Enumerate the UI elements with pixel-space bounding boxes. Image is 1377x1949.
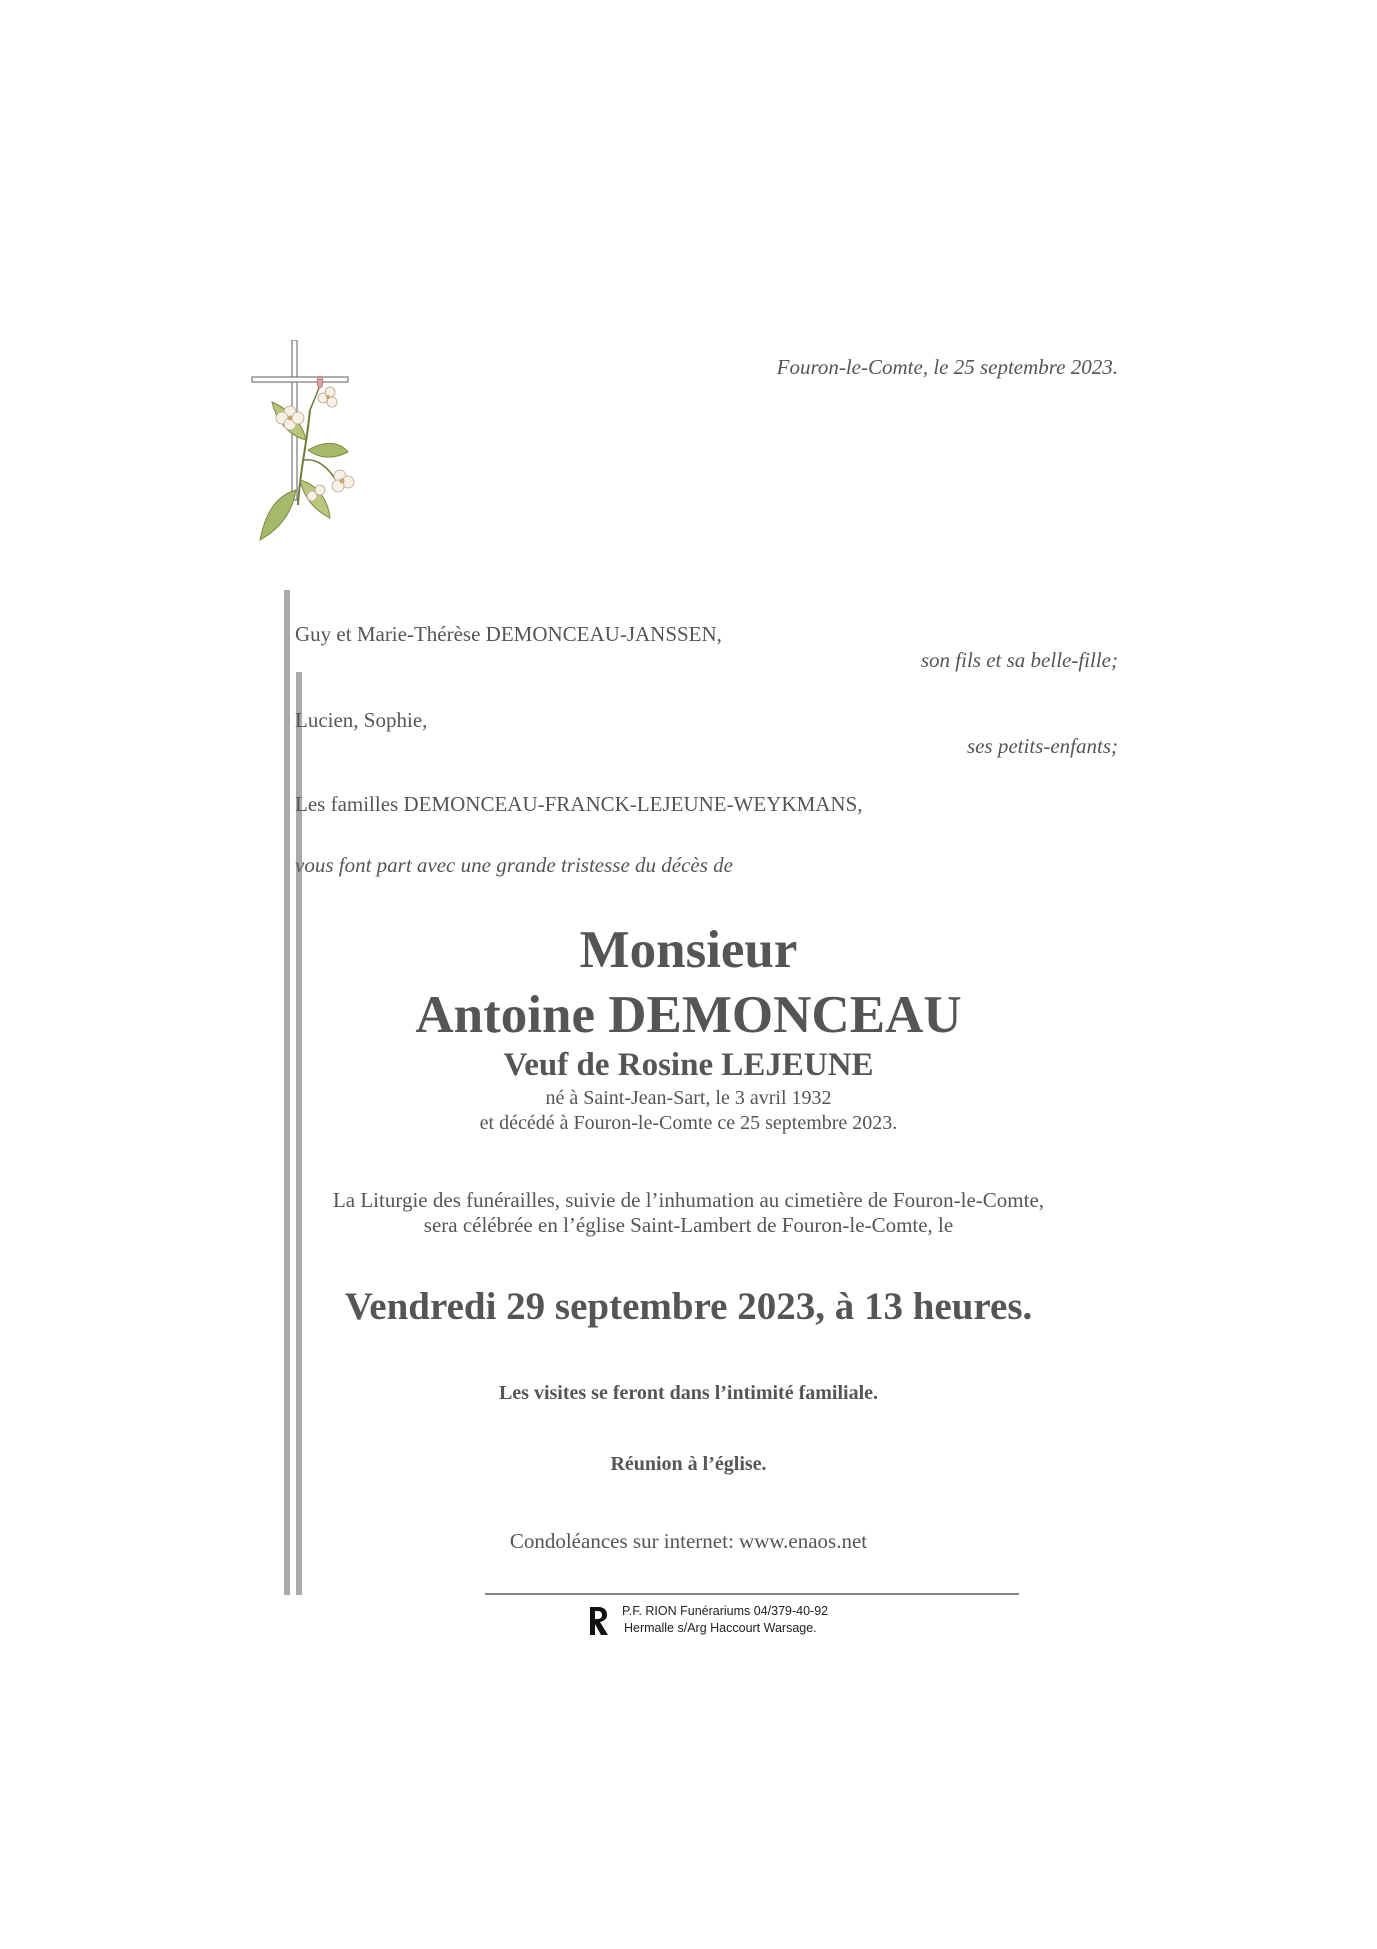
deceased-birth: né à Saint-Jean-Sart, le 3 avril 1932 [545,1087,832,1109]
deceased-name: Antoine DEMONCEAU [415,986,962,1044]
family-names-2: Lucien, Sophie, [295,708,428,732]
ceremony-line-2: sera célébrée en l’église Saint-Lambert de Fouron-le-Comte, le [423,1213,954,1237]
condolences-note: Condoléances sur internet: www.enaos.net [509,1529,868,1553]
footer-rule [485,1593,1019,1595]
deceased-title: Monsieur [579,921,798,979]
cross-with-flowers-icon [248,340,378,550]
funeral-home-logo [587,1605,611,1637]
deceased-death: et décédé à Fouron-le-Comte ce 25 septembre 2023. [479,1112,898,1134]
footer-line-1: P.F. RION Funérariums 04/379-40-92 [622,1604,829,1618]
family-names-1: Guy et Marie-Thérèse DEMONCEAU-JANSSEN, [295,622,722,646]
family-relation-1: son fils et sa belle-fille; [920,648,1118,672]
family-relation-2: ses petits-enfants; [966,734,1118,758]
place-date: Fouron-le-Comte, le 25 septembre 2023. [776,355,1118,379]
visits-note: Les visites se feront dans l’intimité familiale. [498,1382,879,1404]
ceremony-datetime: Vendredi 29 septembre 2023, à 13 heures. [344,1285,1033,1328]
footer-line-2: Hermalle s/Arg Haccourt Warsage. [624,1621,817,1635]
announcement-intro: vous font part avec une grande tristesse du décès de [295,853,733,877]
ceremony-line-1: La Liturgie des funérailles, suivie de l’inhumation au cimetière de Fouron-le-Comte, [332,1188,1045,1212]
deceased-spouse: Veuf de Rosine LEJEUNE [503,1047,874,1083]
family-names-3: Les familles DEMONCEAU-FRANCK-LEJEUNE-WEYKMANS, [295,792,863,816]
meeting-note: Réunion à l’église. [610,1453,767,1475]
